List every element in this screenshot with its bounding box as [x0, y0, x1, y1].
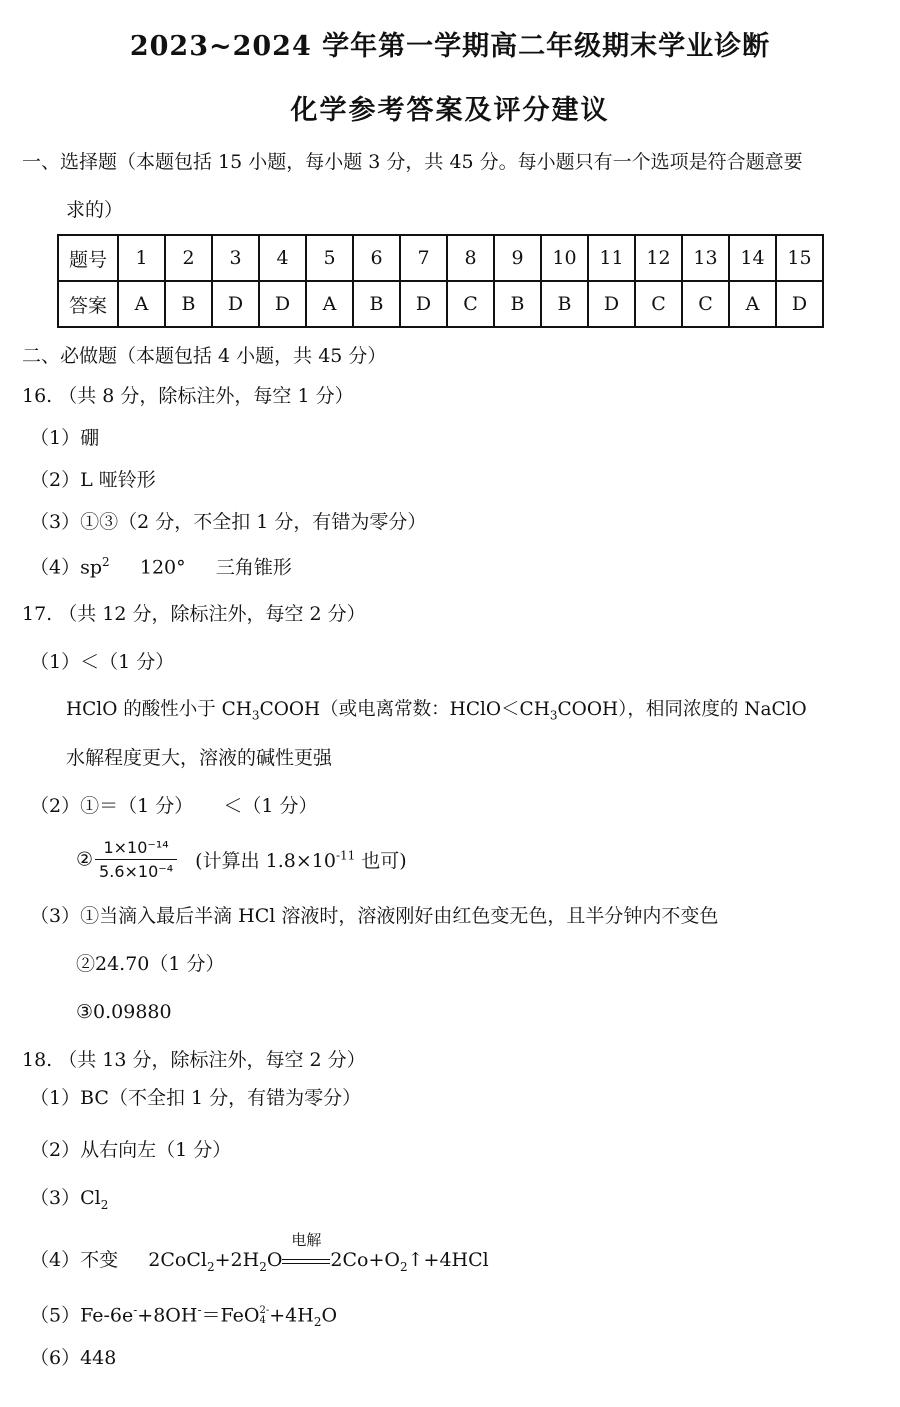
eq-part: ＝FeO — [201, 1304, 260, 1327]
q17-answer-3c: ③0.09880 — [76, 1001, 172, 1023]
q16-answer-1: （1）硼 — [30, 427, 100, 449]
answer-cell: C — [447, 281, 494, 327]
q18-answer-5 — [30, 1298, 337, 1334]
answer-cell: D — [259, 281, 306, 327]
answer-cell: B — [494, 281, 541, 327]
expl-sub: 3 — [251, 708, 260, 723]
expl-part: HClO 的酸性小于 CH — [66, 699, 252, 720]
section2-heading: 二、必做题（本题包括 4 小题，共 45 分） — [22, 345, 387, 367]
question-number: 14 — [729, 235, 776, 281]
answer-cell: D — [776, 281, 823, 327]
eq-part: O — [266, 1249, 283, 1271]
q18-answer-3-sub: 2 — [100, 1197, 109, 1212]
section1-heading: 一、选择题（本题包括 15 小题，每小题 3 分，共 45 分。每小题只有一个选项是符合题意要 — [22, 151, 803, 173]
eq-part: 2Co+O — [330, 1249, 400, 1271]
q16-answer-4 — [30, 550, 292, 579]
question-number: 15 — [776, 235, 823, 281]
q17-answer-1: （1）＜（1 分） — [30, 651, 175, 673]
expl-part: COOH（或电离常数：HClO＜CH — [259, 699, 550, 720]
page-title: 2023~2024 学年第一学期高二年级期末学业诊断 — [129, 31, 771, 62]
q18-heading: 18. （共 13 分，除标注外，每空 2 分） — [22, 1049, 366, 1071]
q18-answer-3 — [30, 1186, 108, 1217]
question-number: 1 — [118, 235, 165, 281]
q16-answer-2: （2）L 哑铃形 — [30, 469, 156, 491]
q17-heading: 17. （共 12 分，除标注外，每空 2 分） — [22, 603, 366, 625]
answer-cell: B — [541, 281, 588, 327]
question-number: 3 — [212, 235, 259, 281]
fraction — [95, 838, 177, 881]
eq-sub: 2 — [313, 1315, 322, 1330]
eq-part: （4）不变 2CoCl — [30, 1249, 207, 1271]
expl-sub: 3 — [549, 708, 558, 723]
table-row-numbers — [58, 235, 823, 281]
fraction-numerator: 1×10⁻¹⁴ — [95, 838, 177, 860]
table-row-answers — [58, 281, 823, 327]
question-number: 9 — [494, 235, 541, 281]
ion-charge — [259, 1306, 269, 1326]
answer-cell: B — [353, 281, 400, 327]
answer-cell: C — [635, 281, 682, 327]
answer-cell: D — [588, 281, 635, 327]
eq-part: O — [321, 1304, 338, 1327]
eq-part: +8OH — [137, 1304, 198, 1327]
q16-answer-4-text: （4）sp — [30, 556, 103, 579]
eq-part: +4H — [269, 1304, 314, 1327]
row-label-answer: 答案 — [58, 281, 118, 327]
q18-answer-1: （1）BC（不全扣 1 分，有错为零分） — [30, 1087, 362, 1109]
section1-heading-cont: 求的） — [66, 199, 124, 221]
eq-part: ↑+4HCl — [407, 1249, 489, 1271]
answer-cell: D — [212, 281, 259, 327]
note-text: (计算出 1.8×10 — [195, 850, 336, 872]
eq-sub: 2 — [206, 1259, 215, 1274]
q17-answer-2: （2）①＝（1 分） ＜（1 分） — [30, 795, 318, 817]
expl-part: COOH），相同浓度的 NaClO — [557, 699, 807, 720]
q17-explanation — [66, 698, 807, 728]
q16-answer-4-rest: 120° 三角锥形 — [109, 556, 292, 579]
question-number: 7 — [400, 235, 447, 281]
question-number: 12 — [635, 235, 682, 281]
q17-answer-2b — [76, 838, 407, 881]
question-number: 11 — [588, 235, 635, 281]
eq-sub: 2 — [259, 1259, 267, 1274]
q18-answer-6: （6）448 — [30, 1347, 117, 1369]
mc-answer-table — [57, 234, 824, 328]
eq-sub: 2 — [399, 1259, 408, 1274]
question-number: 5 — [306, 235, 353, 281]
eq-sup: - — [133, 1303, 138, 1317]
eq-sup: - — [197, 1303, 202, 1317]
circled-number: ② — [76, 848, 94, 871]
question-number: 6 — [353, 235, 400, 281]
question-number: 13 — [682, 235, 729, 281]
q16-heading: 16. （共 8 分，除标注外，每空 1 分） — [22, 385, 354, 407]
q16-answer-3: （3）①③（2 分，不全扣 1 分，有错为零分） — [30, 511, 427, 533]
q17-explanation-cont: 水解程度更大，溶液的碱性更强 — [66, 747, 333, 769]
ion-charge-sup: 2- — [259, 1305, 270, 1317]
fraction-denominator: 5.6×10⁻⁴ — [99, 862, 174, 881]
eq-part: （5）Fe-6e — [30, 1304, 134, 1327]
row-label-number: 题号 — [58, 235, 118, 281]
note-text: 也可) — [355, 850, 407, 872]
q16-answer-4-sup: 2 — [102, 555, 110, 569]
reaction-condition — [282, 1231, 330, 1272]
question-number: 2 — [165, 235, 212, 281]
answer-cell: A — [306, 281, 353, 327]
answer-cell: B — [165, 281, 212, 327]
q17-answer-2b-note — [195, 850, 407, 872]
condition-label: 电解 — [291, 1231, 322, 1249]
q18-answer-4 — [30, 1231, 489, 1279]
page-subtitle: 化学参考答案及评分建议 — [290, 95, 610, 126]
ion-charge-sub: 4 — [259, 1315, 266, 1327]
note-sup: -11 — [335, 848, 356, 863]
eq-part: +2H — [214, 1249, 260, 1271]
answer-cell: A — [118, 281, 165, 327]
answer-cell: C — [682, 281, 729, 327]
q18-answer-3-text: （3）Cl — [30, 1187, 101, 1209]
answer-cell: D — [400, 281, 447, 327]
question-number: 4 — [259, 235, 306, 281]
answer-cell: A — [729, 281, 776, 327]
question-number: 10 — [541, 235, 588, 281]
double-line-equals — [282, 1259, 330, 1264]
q18-answer-2: （2）从右向左（1 分） — [30, 1139, 232, 1161]
q17-answer-3b: ②24.70（1 分） — [76, 953, 225, 975]
q17-answer-3: （3）①当滴入最后半滴 HCl 溶液时，溶液刚好由红色变无色，且半分钟内不变色 — [30, 905, 719, 927]
question-number: 8 — [447, 235, 494, 281]
